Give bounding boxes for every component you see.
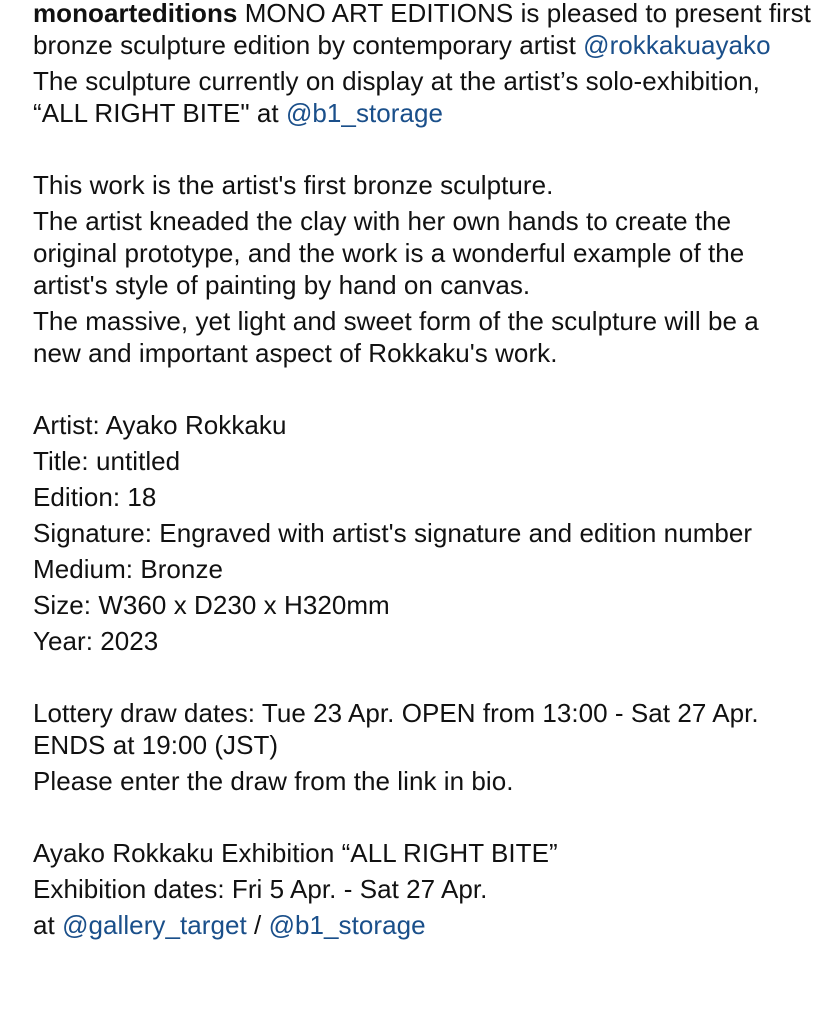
detail-year: Year: 2023 [33, 626, 159, 656]
detail-edition: Edition: 18 [33, 482, 157, 512]
exhibition-dates: Exhibition dates: Fri 5 Apr. - Sat 27 Apr. [33, 874, 488, 904]
caption-intro-line [33, 0, 813, 61]
mention-gallery-target-link[interactable]: @gallery_target [62, 910, 247, 940]
caption-details [33, 409, 813, 657]
detail-signature: Signature: Engraved with artist's signature and edition number [33, 518, 753, 548]
caption-intro [33, 0, 813, 129]
caption-exhibition [33, 837, 813, 941]
mention-b1-storage-link[interactable]: @b1_storage [285, 98, 444, 128]
detail-medium: Medium: Bronze [33, 554, 223, 584]
detail-title: Title: untitled [33, 446, 181, 476]
display-line [33, 65, 813, 129]
exhibition-title: Ayako Rokkaku Exhibition “ALL RIGHT BITE” [33, 838, 558, 868]
venue-separator: / [246, 910, 269, 940]
venue-prefix: at [33, 910, 63, 940]
description-line: The massive, yet light and sweet form of the sculpture will be a new and important aspect of Rokkaku's work. [33, 306, 759, 368]
intro-text: MONO ART EDITIONS is pleased to present first bronze sculpture edition by contemporary artist [33, 0, 811, 60]
lottery-instructions: Please enter the draw from the link in bio. [33, 766, 514, 796]
display-text: The sculpture currently on display at the artist’s solo-exhibition, “ALL RIGHT BITE" at [33, 66, 760, 128]
exhibition-venue [33, 909, 813, 941]
caption-lottery [33, 697, 813, 797]
description-line: The artist kneaded the clay with her own hands to create the original prototype, and the work is a wonderful example of the artist's style of painting by hand on canvas. [33, 206, 745, 300]
mention-b1-storage-venue-link[interactable]: @b1_storage [268, 910, 426, 940]
paragraph-gap [33, 661, 813, 697]
description-line: This work is the artist's first bronze sculpture. [33, 170, 554, 200]
caption-description [33, 169, 813, 369]
paragraph-gap [33, 373, 813, 409]
post-caption [33, 0, 813, 945]
paragraph-gap [33, 801, 813, 837]
detail-size: Size: W360 x D230 x H320mm [33, 590, 390, 620]
detail-artist: Artist: Ayako Rokkaku [33, 410, 287, 440]
lottery-dates: Lottery draw dates: Tue 23 Apr. OPEN from 13:00 - Sat 27 Apr. ENDS at 19:00 (JST) [33, 698, 759, 760]
paragraph-gap [33, 133, 813, 169]
author-username-link[interactable]: monoarteditions [33, 0, 238, 28]
mention-rokkakuayako-link[interactable]: @rokkakuayako [583, 30, 771, 60]
